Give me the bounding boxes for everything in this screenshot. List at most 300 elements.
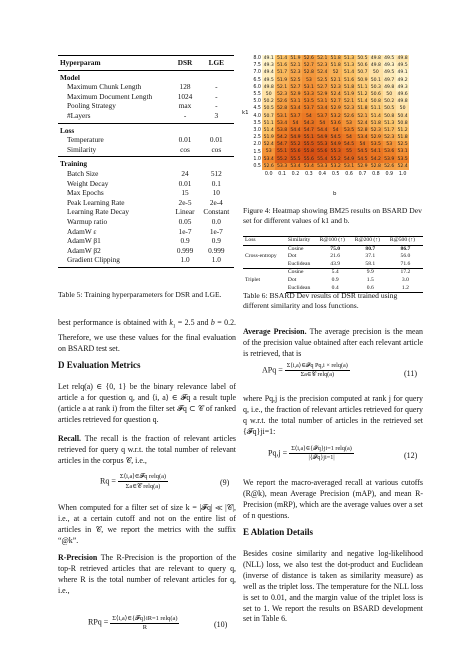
- heatmap-cell: 52.3: [384, 135, 395, 141]
- heatmap-row: [262, 91, 409, 98]
- res-header-r200: R@200 (↑): [354, 237, 380, 243]
- heatmap-cell: 53.2: [330, 163, 341, 169]
- heatmap-cell: 49.8: [397, 99, 408, 105]
- heatmap-cell: 51.8: [330, 56, 341, 61]
- heatmap-cell: 55.2: [330, 156, 341, 162]
- heatmap-cell: 51.9: [290, 56, 301, 61]
- table-section-row: [58, 123, 234, 135]
- heatmap-cell: 49.8: [370, 63, 381, 69]
- table-cell: 3: [199, 111, 234, 123]
- heatmap-cell: 53.5: [343, 127, 355, 133]
- table-cell: Batch Size: [67, 168, 99, 178]
- table-cell: 71.6: [400, 260, 411, 267]
- heatmap-cell: 54: [289, 120, 302, 127]
- equation-9-number: (9): [220, 478, 230, 487]
- heatmap-cell: 50.6: [357, 63, 368, 69]
- heatmap-cell: 50.8: [384, 113, 395, 119]
- table-cell: 9.9: [353, 269, 388, 277]
- heatmap-cell: 51.3: [384, 120, 395, 126]
- table-cell: 1.5: [366, 276, 374, 283]
- paragraph-r-precision: [58, 553, 236, 597]
- heatmap-cell: 54.5: [357, 156, 368, 162]
- heatmap-cell: 55.5: [303, 142, 314, 148]
- equation-12-number: (12): [404, 451, 418, 460]
- heatmap-cell: 52.5: [290, 77, 301, 83]
- heatmap-cell: 49.1: [397, 70, 408, 76]
- res-header-r500: R@500 (↑): [389, 237, 416, 243]
- table-cell: 86.7: [400, 245, 411, 252]
- heatmap-cell: 52.1: [357, 113, 368, 119]
- heatmap-cell: 54.7: [303, 127, 314, 133]
- heatmap-cell: 55.1: [276, 149, 288, 155]
- heatmap-cell: 54.9: [330, 142, 341, 148]
- heatmap-cell: 50.6: [370, 91, 381, 97]
- table-row: [58, 169, 234, 179]
- heatmap-cell: 50.7: [263, 113, 274, 119]
- heatmap-cell: 53: [262, 148, 275, 155]
- table-cell: 58.1: [365, 260, 376, 267]
- table-cell: Peak Learning Rate: [67, 197, 125, 207]
- heatmap-cell: 53.6: [330, 120, 341, 126]
- heatmap-cell: 52.8: [357, 127, 368, 133]
- heatmap-cell: 53: [302, 77, 315, 84]
- table-cell: 37.1: [365, 253, 376, 260]
- table-cell: Weight Decay: [67, 178, 109, 188]
- heatmap-cell: 49.2: [397, 77, 408, 83]
- table-cell: 0.1: [211, 178, 221, 188]
- heatmap-cell: 51.9: [263, 135, 274, 141]
- table-cell: 1.0: [171, 255, 198, 267]
- figure-4-caption: Figure 4: Heatmap showing BM25 results on BSARD Dev set for different values of k1 and b.: [243, 206, 422, 225]
- table-cell: Linear: [175, 207, 195, 217]
- ap-text: The average precision is the mean of the precision value obtained after each relevant article is retrieved, that is: [243, 327, 423, 358]
- table-cell: Maximum Chunk Length: [67, 82, 142, 92]
- heatmap-cell: 49.5: [384, 56, 395, 61]
- heatmap-cell: 55.6: [303, 156, 314, 162]
- table-row: [58, 111, 234, 123]
- table-cell: -: [215, 82, 218, 92]
- hp-header-hyperparam: Hyperparam: [60, 58, 101, 67]
- heatmap-cell: 54.1: [370, 149, 381, 155]
- heatmap-y-tick: 3.5: [253, 120, 261, 126]
- section-title: Loss: [60, 125, 75, 135]
- heatmap-cell: 54: [302, 113, 315, 120]
- hyperparameter-table: [58, 55, 234, 268]
- table-cell: Dot: [287, 253, 297, 260]
- heatmap-cell: 50: [396, 105, 409, 112]
- table-cell: 0.01: [178, 135, 192, 145]
- heatmap-cell: 54.2: [276, 135, 288, 141]
- heatmap-row: [262, 148, 409, 155]
- table-row: [58, 198, 234, 208]
- table-row: [58, 188, 234, 198]
- table-cell: 0.999: [176, 245, 194, 255]
- section-title: Model: [60, 72, 80, 82]
- heatmap-cell: 51.8: [343, 84, 355, 90]
- heatmap-row: [262, 113, 409, 120]
- heatmap-cell: 49.7: [384, 77, 395, 83]
- heatmap-cell: 51.9: [343, 91, 355, 97]
- equation-11-number: (11): [404, 369, 418, 378]
- r-precision-label: R-Precision: [58, 553, 98, 562]
- heatmap-cell: 52.7: [290, 84, 301, 90]
- heatmap-cell: 51.3: [343, 63, 355, 69]
- table-row: [243, 269, 423, 277]
- section-d-heading: D Evaluation Metrics: [58, 360, 141, 370]
- heatmap-cell: 52.3: [330, 84, 341, 90]
- table-cell: -: [215, 91, 218, 101]
- heatmap-cell: 54.4: [317, 127, 328, 133]
- heatmap-cell: 51.8: [397, 135, 408, 141]
- table-cell: Constant: [203, 207, 230, 217]
- heatmap-xlabel: b: [333, 191, 337, 197]
- table-section-row: [58, 157, 234, 169]
- heatmap-y-tick: 5.5: [253, 92, 261, 97]
- table-cell: AdamW β2: [67, 245, 101, 255]
- heatmap-cell: 53.1: [317, 99, 328, 105]
- table-cell: 75.0: [330, 245, 341, 252]
- heatmap-cell: 54.9: [290, 135, 301, 141]
- heatmap-cell: 52.6: [263, 163, 274, 169]
- section-e-heading: E Ablation Details: [243, 527, 314, 537]
- heatmap-cell: 50.5: [357, 56, 368, 61]
- heatmap-cell: 54: [329, 127, 342, 134]
- table-cell: 1e-7: [178, 226, 192, 236]
- table-cell: 24: [181, 168, 189, 178]
- heatmap-cell: 52.7: [317, 84, 328, 90]
- loss-triplet: Triplet: [243, 269, 286, 293]
- heatmap-cell: 53.4: [276, 120, 288, 126]
- heatmap-y-tick: 1.5: [253, 149, 261, 155]
- heatmap-cell: 51.1: [357, 84, 368, 90]
- table-cell: 0.9: [331, 276, 339, 283]
- table-row: [58, 246, 234, 256]
- heatmap-cell: 53.9: [384, 156, 395, 162]
- heatmap-cell: 53: [383, 141, 396, 148]
- heatmap-cell: 50.8: [370, 99, 381, 105]
- heatmap-cell: 52.6: [276, 99, 288, 105]
- heatmap-cell: 52.5: [317, 77, 328, 83]
- heatmap-row: [262, 120, 409, 127]
- equation-12: Pq,j = $\frac{\text{Σ⟨i,a⟩∈\{𝓕q\}ji=1 relq(a)}}{\text{|\{𝓕q\}ji=1|}}$: [268, 445, 352, 461]
- paragraph-cutoff: When computed for a filter set of size k = |𝓕q| ≪ |𝒞|, i.e., at a certain cutoff and not on the entire list of articles in 𝒞, we report the metrics with the suffix “@k”.: [58, 503, 236, 545]
- table-cell: 0.9: [211, 236, 221, 246]
- table-cell: Similarity: [58, 145, 171, 157]
- res-header-loss: Loss: [245, 237, 256, 243]
- heatmap-cell: 54.5: [330, 135, 341, 141]
- heatmap-cell: 54: [356, 141, 369, 148]
- heatmap-cell: 51.1: [263, 120, 274, 126]
- table-cell: -: [215, 101, 218, 111]
- table-cell: Max Epochs: [67, 188, 104, 198]
- heatmap-row: [262, 127, 409, 134]
- table-cell: Cosine: [286, 269, 318, 277]
- heatmap-cell: 54.3: [303, 120, 314, 126]
- recall-text: The recall is the fraction of relevant articles retrieved for query q w.r.t. the total number of relevant articles in the corpus 𝒞, i.e.,: [58, 434, 236, 465]
- res-header-r100: R@100 (↑): [319, 237, 345, 243]
- heatmap-cell: 52.3: [276, 91, 288, 97]
- table-cell: max: [178, 101, 192, 111]
- table-cell: 43.9: [330, 260, 341, 267]
- table-5-caption: Table 5: Training hyperparameters for DSR and LGE.: [58, 290, 222, 299]
- heatmap-cell: 52.3: [343, 106, 355, 112]
- heatmap-cell: 49.1: [263, 56, 274, 61]
- heatmap-cell: 52.9: [357, 163, 368, 169]
- heatmap-row: [262, 55, 409, 62]
- heatmap-cell: 55.2: [290, 142, 301, 148]
- heatmap-cell: 54.5: [343, 142, 355, 148]
- bm25-heatmap: [253, 55, 409, 178]
- table-row: [58, 255, 234, 267]
- paragraph-relevance-definition: Let relq(a) ∈ {0, 1} be the binary relevance label of article a for question q, and ⟨i, a⟩ ∈ 𝓕q a result tuple (article a at rank i) from the filter set 𝓕q ⊂ 𝒞 of ranked articles retrieved for question q.: [58, 382, 236, 424]
- table-cell: 0.05: [178, 216, 192, 226]
- heatmap-cell: 52.1: [330, 77, 341, 83]
- table-section-row: [58, 70, 234, 82]
- heatmap-cell: 49.6: [397, 91, 408, 97]
- table-cell: Gradient Clipping: [58, 255, 171, 267]
- heatmap-cell: 55.6: [290, 149, 301, 155]
- heatmap-x-tick: 0.4: [318, 172, 327, 178]
- results-table: [243, 236, 423, 293]
- heatmap-x-tick: 0.8: [372, 172, 380, 178]
- heatmap-row: [262, 134, 409, 141]
- table-cell: 56.0: [400, 253, 411, 260]
- heatmap-cell: 50.5: [384, 106, 395, 112]
- heatmap-cell: 55.5: [290, 156, 301, 162]
- heatmap-cell: 53.3: [276, 163, 288, 169]
- heatmap-cell: 50.4: [397, 113, 408, 119]
- heatmap-cell: 52.5: [397, 142, 408, 148]
- paragraph-macro-average: We report the macro-averaged recall at various cutoffs (R@k), mean Average Precision (mAP), and mean R-Precision (mRP), which are the average values over a set of n questions.: [243, 478, 423, 520]
- heatmap-cell: 53.4: [290, 163, 301, 169]
- heatmap-cell: 53.1: [343, 163, 355, 169]
- heatmap-cell: 50: [369, 69, 382, 76]
- hp-header-lge: LGE: [208, 58, 225, 67]
- table-cell: Pooling Strategy: [67, 101, 116, 111]
- table-cell: -: [171, 111, 198, 123]
- heatmap-cell: 52.6: [343, 113, 355, 119]
- heatmap-cell: 50.8: [397, 120, 408, 126]
- heatmap-cell: 53.1: [276, 113, 288, 119]
- heatmap-cell: 51.2: [357, 91, 368, 97]
- loss-cross-entropy: Cross-entropy: [245, 253, 277, 260]
- table-cell: 0.4: [318, 285, 353, 293]
- heatmap-x-tick: 0.7: [358, 172, 367, 178]
- heatmap-cell: 49.4: [263, 70, 274, 76]
- table-row: [58, 207, 234, 217]
- table-row: [58, 236, 234, 246]
- heatmap-cell: 53.1: [397, 149, 408, 155]
- heatmap-cell: 51.8: [370, 120, 381, 126]
- heatmap-row: [262, 62, 409, 69]
- heatmap-cell: 53.3: [317, 163, 328, 169]
- table-cell: 2e-4: [209, 197, 223, 207]
- table-cell: 0.999: [208, 245, 225, 255]
- heatmap-row: [262, 105, 409, 112]
- heatmap-cell: 49.8: [384, 84, 395, 90]
- table-cell: 21.6: [330, 253, 341, 260]
- table-cell: 0.6: [353, 285, 388, 293]
- heatmap-cell: 52.1: [276, 84, 288, 90]
- recall-label: Recall.: [58, 434, 82, 443]
- heatmap-cell: 54.5: [357, 149, 368, 155]
- heatmap-y-tick: 7.5: [253, 63, 261, 69]
- heatmap-cell: 53.5: [370, 142, 381, 148]
- heatmap-cell: 50: [262, 91, 275, 98]
- heatmap-x-tick: 1.0: [398, 172, 407, 178]
- heatmap-cell: 53.4: [290, 106, 301, 112]
- heatmap-cell: 49.3: [263, 63, 274, 69]
- heatmap-cell: 50.7: [357, 70, 368, 76]
- heatmap-y-tick: 0.5: [253, 164, 261, 169]
- heatmap-cell: 49.5: [397, 63, 408, 69]
- table-cell: Temperature: [67, 135, 104, 145]
- heatmap-cell: 52.1: [317, 56, 328, 61]
- heatmap-cell: 53.4: [357, 135, 368, 141]
- equation-9: Rq = $\frac{\text{Σ⟨i,a⟩∈𝓕q relq(a)}}{\text{Σa∈𝒞 relq(a)}}$: [100, 473, 167, 490]
- heatmap-cell: 50.5: [263, 106, 274, 112]
- heatmap-cell: 51.6: [276, 63, 288, 69]
- heatmap-cell: 54.9: [343, 156, 355, 162]
- heatmap-y-tick: 4.0: [253, 113, 261, 119]
- table-cell: Warmup ratio: [67, 216, 108, 226]
- heatmap-cell: 52.8: [370, 163, 381, 169]
- heatmap-cell: 53.5: [397, 156, 408, 162]
- res-header-similarity: Similarity: [287, 237, 311, 243]
- heatmap-cell: 53.6: [384, 149, 395, 155]
- heatmap-row: [262, 84, 409, 91]
- heatmap-y-tick: 4.5: [253, 106, 261, 112]
- table-cell: 15: [181, 188, 189, 198]
- heatmap-x-tick: 0.1: [278, 172, 286, 178]
- table-cell: cos: [199, 145, 234, 157]
- equation-11: APq = $\frac{\text{Σ⟨i,a⟩∈𝓕q Pq,i × relq(a)}}{\text{Σa∈𝒞 relq(a)}}$: [262, 362, 348, 378]
- heatmap-row: [262, 98, 409, 105]
- heatmap-cell: 52.4: [397, 163, 408, 169]
- table-cell: AdamW ε: [67, 226, 97, 236]
- heatmap-cell: 53.3: [303, 91, 314, 97]
- heatmap-cell: 53.7: [317, 113, 328, 119]
- table-cell: 0.9: [180, 236, 190, 246]
- table-cell: 10: [212, 188, 220, 198]
- heatmap-x-tick: 0.6: [345, 172, 353, 178]
- heatmap-cell: 52.3: [317, 63, 328, 69]
- heatmap-cell: 53.4: [303, 163, 314, 169]
- equation-10: RPq = $\frac{\text{Σ⟨i,a⟩∈\{𝓕q\}iR=1 relq(a)}}{R}$: [88, 615, 178, 631]
- section-title: Training: [60, 159, 88, 169]
- heatmap-y-tick: 2.0: [253, 142, 261, 148]
- heatmap-x-tick: 0.9: [385, 172, 394, 178]
- heatmap-cell: 52.9: [370, 135, 381, 141]
- table-cell: 17.2: [388, 269, 423, 277]
- heatmap-cell: 51.4: [357, 99, 368, 105]
- heatmap-cell: 49.3: [397, 84, 408, 90]
- hp-header-dsr: DSR: [177, 58, 193, 67]
- paragraph-precision-rank: where Pq,j is the precision computed at rank j for query q, i.e., the fraction of relevant articles retrieved for query q w.r.t. the total number of articles in the retrieved set {𝓕q}ji=1:: [243, 394, 423, 436]
- paragraph-average-precision: [243, 327, 423, 360]
- heatmap-cell: 52: [329, 69, 342, 76]
- heatmap-cell: 52.3: [370, 127, 381, 133]
- r-precision-text: The R-Precision is the proportion of the top-R retrieved articles that are relevant to query q, where R is the total number of relevant articles for q, i.e.,: [58, 553, 236, 595]
- heatmap-cell: 51.2: [397, 127, 408, 133]
- heatmap-cell: 52.3: [290, 70, 301, 76]
- heatmap-y-tick: 8.0: [253, 56, 261, 61]
- heatmap-cell: 50.3: [370, 84, 381, 90]
- heatmap-cell: 53.4: [317, 106, 328, 112]
- heatmap-cell: 51.8: [330, 63, 341, 69]
- heatmap-cell: 51.8: [357, 106, 368, 112]
- heatmap-cell: 52.4: [330, 91, 341, 97]
- table-row: [58, 179, 234, 189]
- heatmap-cell: 51.9: [276, 77, 288, 83]
- table-cell: 0.01: [178, 178, 192, 188]
- heatmap-cell: 52.4: [317, 70, 328, 76]
- equation-10-number: (10): [214, 620, 228, 629]
- heatmap-cell: 50: [383, 91, 396, 98]
- heatmap-cell: 50.9: [357, 77, 368, 83]
- table-cell: cos: [171, 145, 198, 157]
- table-row: [58, 82, 234, 92]
- heatmap-cell: 50.2: [384, 99, 395, 105]
- heatmap-y-tick: 7.0: [253, 70, 261, 76]
- heatmap-cell: 51.4: [276, 56, 288, 61]
- heatmap-cell: 53.4: [263, 156, 274, 162]
- heatmap-cell: 51.7: [276, 70, 288, 76]
- heatmap-cell: 55.3: [330, 149, 341, 155]
- heatmap-x-tick: 0.3: [305, 172, 313, 178]
- table-cell: 0.01: [209, 135, 223, 145]
- heatmap-cell: 54.7: [276, 142, 288, 148]
- heatmap-cell: 54: [342, 134, 355, 141]
- heatmap-cell: 52.7: [303, 63, 314, 69]
- heatmap-cell: 53.7: [303, 106, 314, 112]
- table-cell: Euclidean: [287, 260, 311, 267]
- heatmap-cell: 51.3: [343, 56, 355, 61]
- ap-label: Average Precision.: [243, 327, 307, 336]
- heatmap-cell: 51.4: [343, 70, 355, 76]
- heatmap-cell: 51.1: [370, 106, 381, 112]
- table-cell: 2e-5: [178, 197, 192, 207]
- table-cell: Cosine: [287, 245, 304, 252]
- heatmap-cell: 55.8: [303, 149, 314, 155]
- heatmap-row: [262, 77, 409, 84]
- heatmap-cell: 55.6: [317, 149, 328, 155]
- heatmap-row: [262, 69, 409, 76]
- heatmap-cell: 51.7: [384, 127, 395, 133]
- heatmap-cell: 54: [316, 120, 329, 127]
- heatmap-cell: 49.5: [384, 70, 395, 76]
- heatmap-cell: 54.2: [370, 156, 381, 162]
- table-cell: 1024: [177, 91, 193, 101]
- heatmap-x-tick: 0.2: [291, 172, 300, 178]
- heatmap-cell: 52.8: [303, 70, 314, 76]
- heatmap-cell: 52.1: [343, 99, 355, 105]
- table-cell: 1e-7: [209, 226, 223, 236]
- heatmap-cell: 55.1: [303, 135, 314, 141]
- heatmap-cell: 51.4: [263, 127, 274, 133]
- table-cell: 3.0: [401, 276, 409, 283]
- heatmap-cell: 50.1: [370, 77, 381, 83]
- heatmap-cell: 53.1: [303, 84, 314, 90]
- paragraph-ablation: Besides cosine similarity and negative log-likelihood (NLL) loss, we also test the dot-product and Euclidean (inverse of distance is taken as similarity measure) as well as the triplet loss. The temperature for the NLL loss is set to 0.01, and the margin value of the triplet loss is set to 1. We report the results on BSARD development set in Table 6.: [243, 549, 423, 624]
- heatmap-x-tick: 0.5: [331, 172, 340, 178]
- heatmap-cell: 54.9: [317, 135, 328, 141]
- table-cell: 80.7: [365, 245, 376, 252]
- heatmap-row: [262, 163, 409, 170]
- heatmap-cell: 51.4: [370, 113, 381, 119]
- heatmap-cell: 49.8: [397, 56, 408, 61]
- table-6-caption: Table 6: BSARD Dev results of DSR trained using different similarity and loss functions.: [243, 291, 398, 310]
